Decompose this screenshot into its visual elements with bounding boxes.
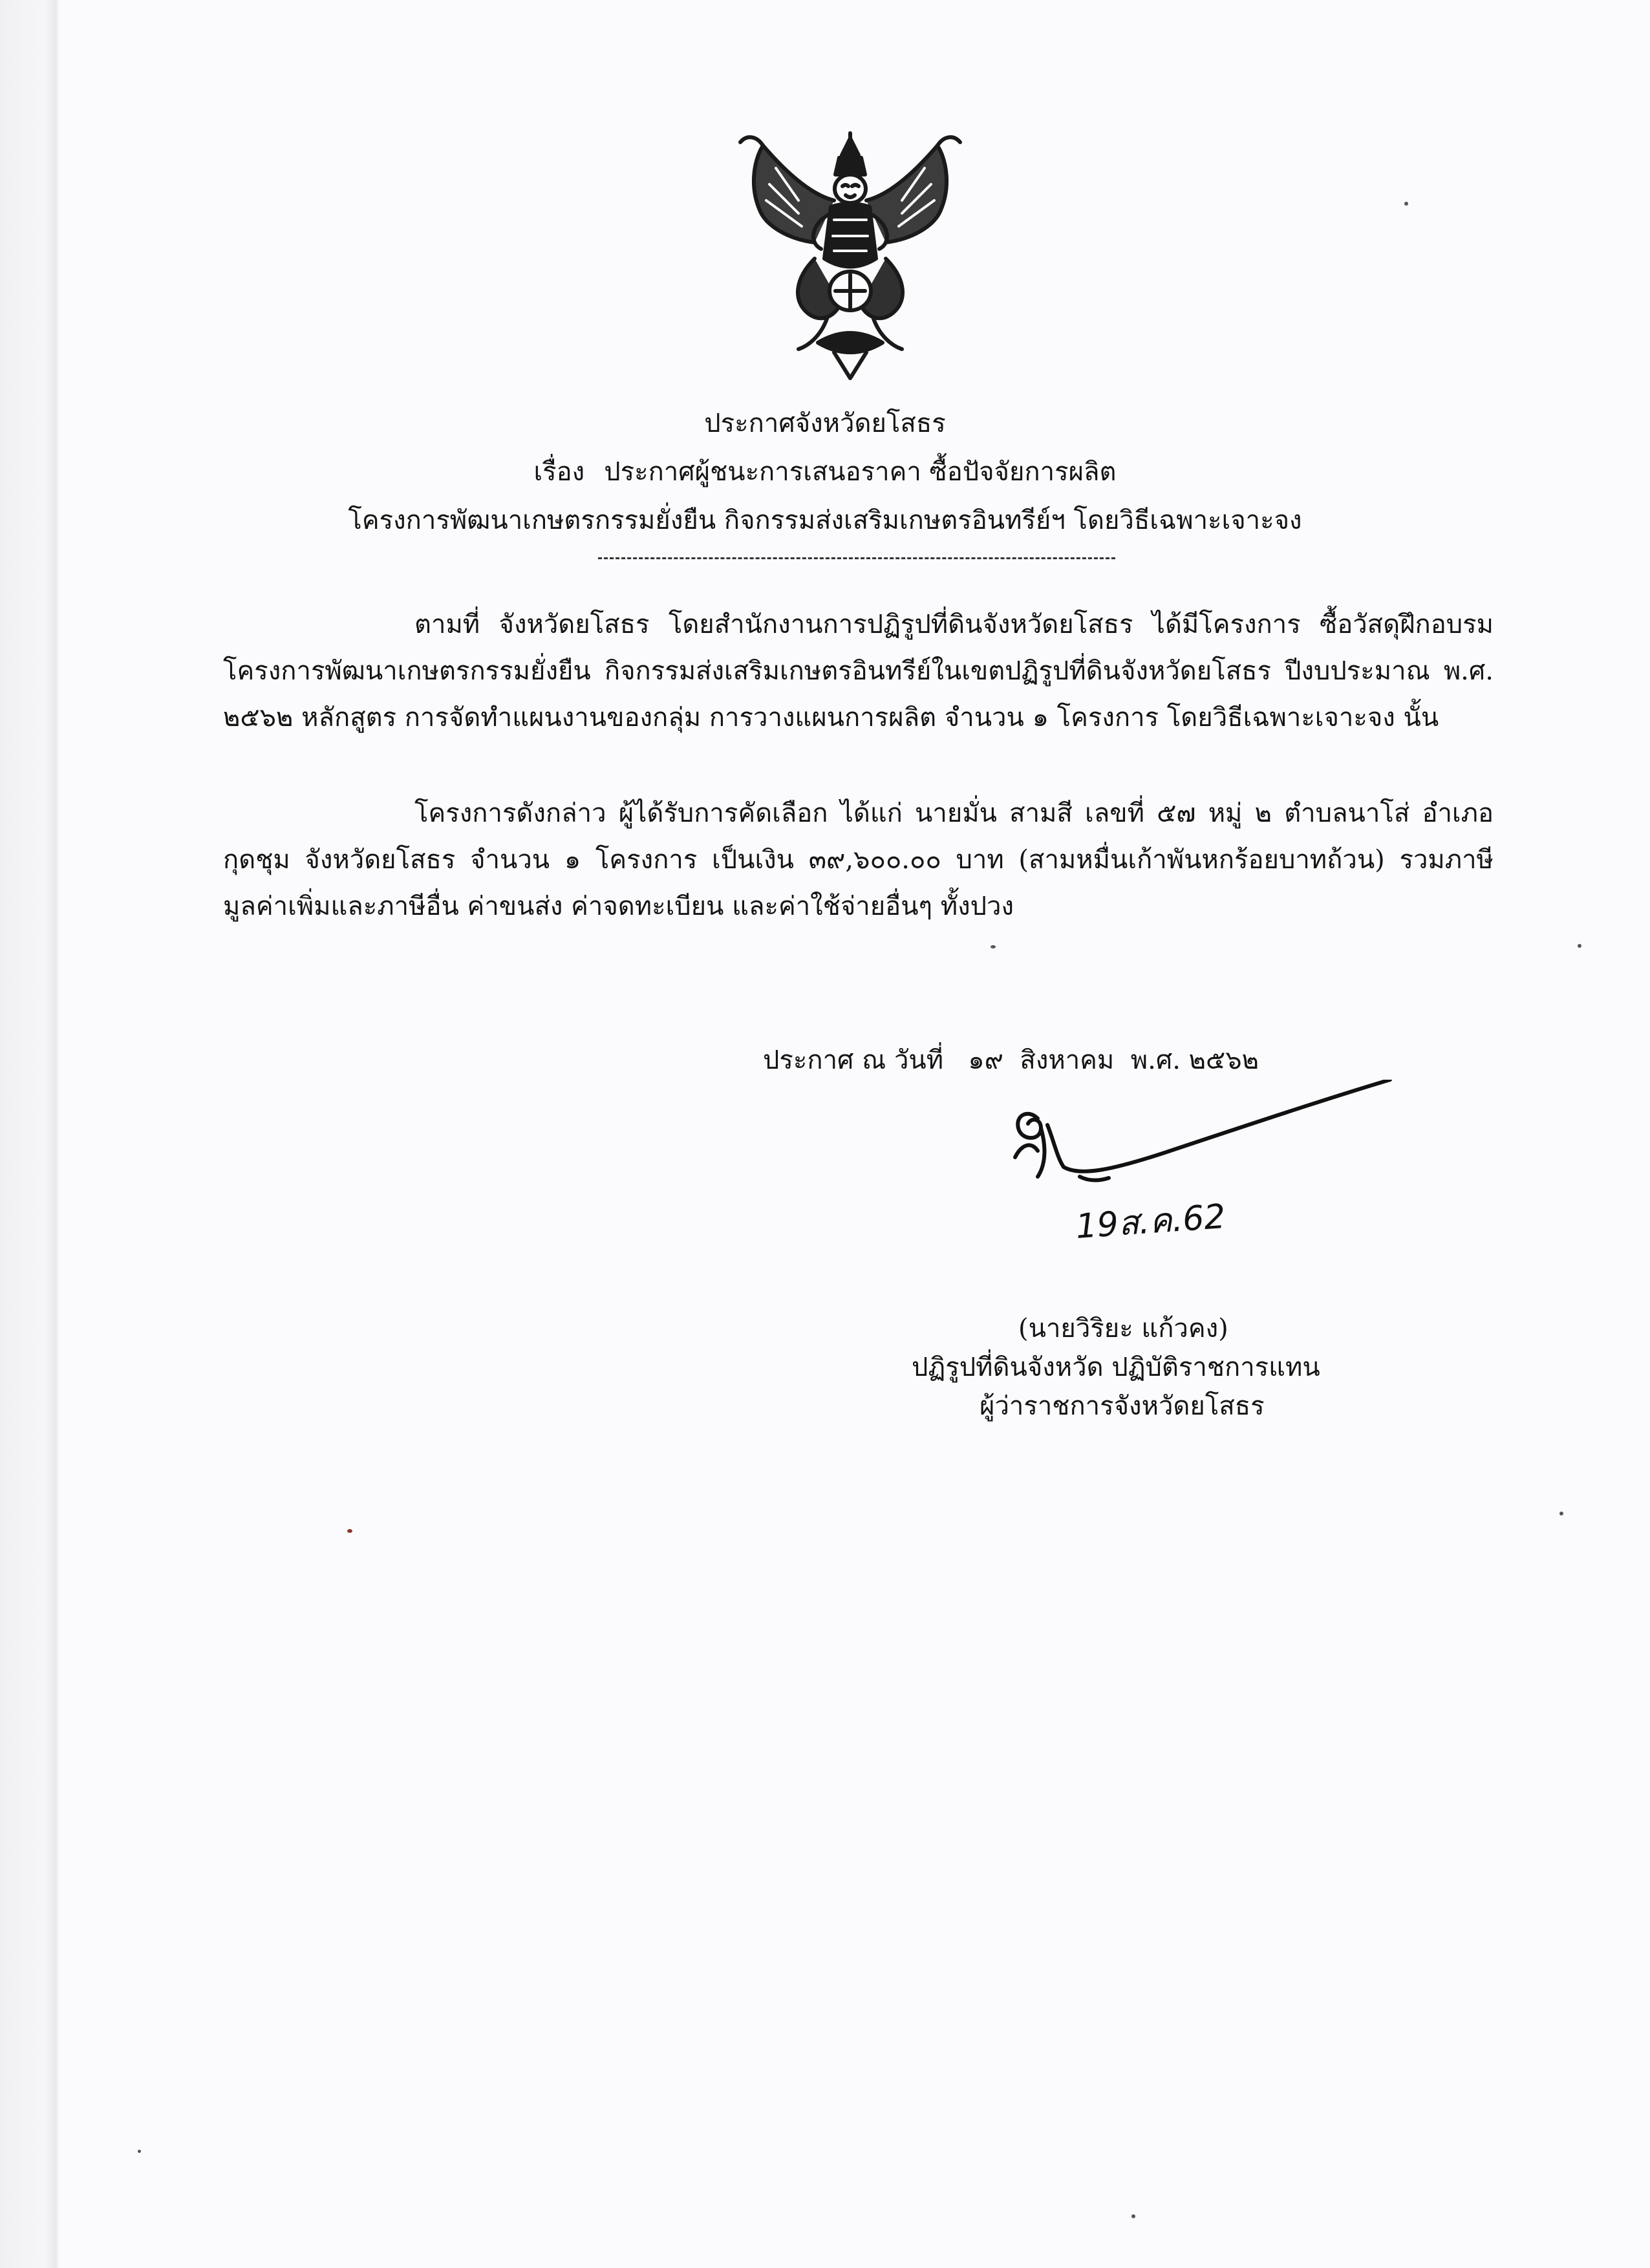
separator-dashes (598, 557, 1115, 559)
scan-speck (991, 945, 996, 948)
garuda-emblem-icon (737, 129, 963, 381)
scan-speck (1559, 1512, 1563, 1515)
subject-text: ประกาศผู้ชนะการเสนอราคา ซื้อปัจจัยการผลิต (604, 457, 1117, 487)
scan-speck (1404, 202, 1408, 206)
handwritten-signature (1002, 1080, 1403, 1254)
paper-edge (0, 0, 59, 2268)
signature-block (892, 1309, 1409, 1426)
body-paragraph-1 (223, 601, 1494, 741)
scan-speck (347, 1529, 352, 1533)
paragraph-1-text: ตามที่ จังหวัดยโสธร โดยสำนักงานการปฏิรูปที่ดินจังหวัดยโสธร ได้มีโครงการ ซื้อวัสดุฝึกอบรม โครงการพัฒนาเกษตรกรรมยั่งยืน กิจกรรมส่งเสริมเกษตรอินทรีย์ในเขตปฏิรูปที่ดินจังหวัดยโสธร ปีงบประมาณ พ.ศ. ๒๕๖๒ หลักสูตร การจัดทำแผนงานของกลุ่ม การวางแผนการผลิต จำนวน ๑ โครงการ โดยวิธีเฉพาะเจาะจง นั้น (223, 610, 1494, 733)
project-line: โครงการพัฒนาเกษตรกรรมยั่งยืน กิจกรรมส่งเสริมเกษตรอินทรีย์ฯ โดยวิธีเฉพาะเจาะจง (348, 506, 1302, 535)
document-title: ประกาศจังหวัดยโสธร (704, 409, 946, 438)
handwritten-date: 19ส.ค.62 (1074, 1197, 1227, 1246)
scan-speck (1578, 944, 1581, 948)
scan-speck (138, 2150, 141, 2153)
announcement-date: ประกาศ ณ วันที่ ๑๙ สิงหาคม พ.ศ. ๒๕๖๒ (763, 1045, 1259, 1075)
subject-line (0, 453, 1650, 491)
signer-position-2: ผู้ว่าราชการจังหวัดยโสธร (980, 1391, 1265, 1421)
signer-name: (นายวิริยะ แก้วคง) (1018, 1314, 1228, 1343)
body-paragraph-2 (223, 790, 1494, 930)
scan-speck (1131, 2214, 1135, 2218)
paragraph-2-text: โครงการดังกล่าว ผู้ได้รับการคัดเลือก ได้แก่ นายมั่น สามสี เลขที่ ๕๗ หมู่ ๒ ตำบลนาโส่ อำเภอกุดชุม จังหวัดยโสธร จำนวน ๑ โครงการ เป็นเงิน ๓๙,๖๐๐.๐๐ บาท (สามหมื่นเก้าพันหกร้อยบาทถ้วน) รวมภาษีมูลค่าเพิ่มและภาษีอื่น ค่าขนส่ง ค่าจดทะเบียน และค่าใช้จ่ายอื่นๆ ทั้งปวง (223, 798, 1494, 921)
signer-position-1: ปฏิรูปที่ดินจังหวัด ปฏิบัติราชการแทน (912, 1353, 1320, 1382)
subject-label: เรื่อง (533, 457, 585, 487)
